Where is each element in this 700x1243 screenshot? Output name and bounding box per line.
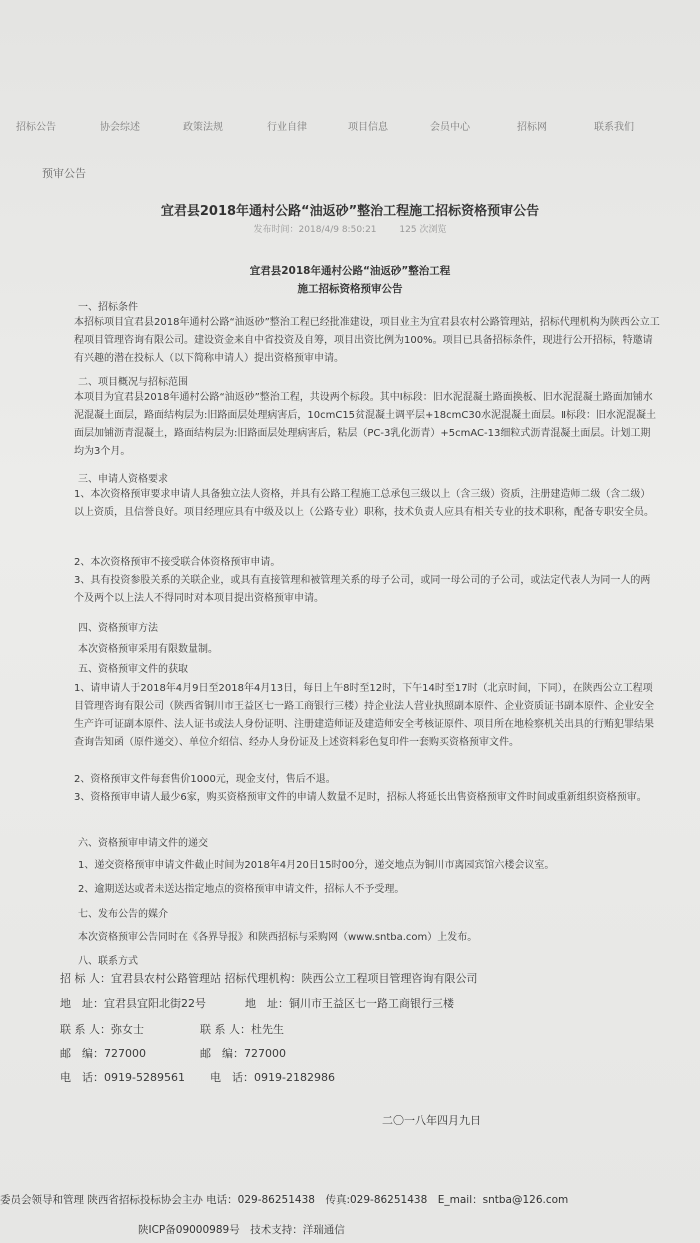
- doc-subtitle-2: 施工招标资格预审公告: [297, 283, 403, 295]
- document-date: 二〇一八年四月九日: [382, 1114, 481, 1127]
- paragraph: 本次资格预审公告同时在《各界导报》和陕西招标与采购网（www.sntba.com）上发布。: [78, 932, 478, 943]
- publish-time: 发布时间：2018/4/9 8:50:21: [253, 225, 377, 235]
- paragraph: 3、具有投资参股关系的关联企业，或具有直接管理和被管理关系的母子公司，或同一母公司的子公司，或法定代表人为同一人的两个及两个以上法人不得同时对本项目提出资格预审申请。: [74, 575, 651, 604]
- contact-person-b: 联 系 人：杜先生: [200, 1023, 284, 1036]
- nav-item-bidding-site[interactable]: 招标网: [517, 122, 547, 133]
- view-count: 125 次浏览: [399, 225, 447, 235]
- nav-item-projects[interactable]: 项目信息: [348, 122, 388, 133]
- paragraph: 3、资格预审申请人最少6家，购买资格预审文件的申请人数量不足时，招标人将延长出售资格预审文件时间或重新组织资格预审。: [74, 792, 647, 803]
- paragraph: 1、递交资格预审申请文件截止时间为2018年4月20日15时00分，递交地点为铜川市离园宾馆六楼会议室。: [78, 860, 555, 871]
- contact-address-b: 地 址：铜川市王益区七一路工商银行三楼: [245, 997, 454, 1010]
- contact-line-1: 招 标 人：宜君县农村公路管理站 招标代理机构：陕西公立工程项目管理咨询有限公司: [60, 972, 478, 985]
- contact-person-a: 联 系 人：弥女士: [60, 1023, 144, 1036]
- nav-item-about[interactable]: 协会综述: [100, 122, 140, 133]
- paragraph: 2、本次资格预审不接受联合体资格预审申请。: [74, 557, 281, 568]
- nav-item-discipline[interactable]: 行业自律: [267, 122, 307, 133]
- nav-item-announcements[interactable]: 招标公告: [16, 122, 56, 133]
- paragraph: 1、本次资格预审要求申请人具备独立法人资格，并具有公路工程施工总承包三级以上（含三级）资质，注册建造师二级（含二级）以上资质，且信誉良好。项目经理应具有中级及以上（公路专业）职称，技术负责人应具有相关专业的技术职称，配备专职安全员。: [74, 489, 654, 518]
- nav-item-contact[interactable]: 联系我们: [594, 122, 634, 133]
- nav-item-members[interactable]: 会员中心: [430, 122, 470, 133]
- section-heading: 八、联系方式: [78, 956, 138, 967]
- paragraph: 2、资格预审文件每套售价1000元，现金支付，售后不退。: [74, 774, 336, 785]
- section-heading: 六、资格预审申请文件的递交: [78, 838, 208, 849]
- contact-phone-a: 电 话：0919-5289561: [60, 1071, 185, 1084]
- nav-item-policy[interactable]: 政策法规: [183, 122, 223, 133]
- paragraph: 本项目为宜君县2018年通村公路“油返砂”整治工程，共设两个标段。其中Ⅰ标段：旧水泥混凝土路面换板、旧水泥混凝土路面加铺水泥混凝土面层，路面结构层为:旧路面层处理病害后，10cmC15贫混凝土调平层+18cmC30水泥混凝土面层。Ⅱ标段：旧水泥混凝土面层加铺沥青混凝土，路面结构层为:旧路面层处理病害后，粘层（PC-3乳化沥青）+5cmAC-13细粒式沥青混凝土面层。计划工期均为3个月。: [74, 392, 657, 457]
- paragraph: 2、逾期送达或者未送达指定地点的资格预审申请文件，招标人不予受理。: [78, 884, 405, 895]
- section-heading: 三、申请人资格要求: [78, 474, 168, 485]
- contact-address-a: 地 址：宜君县宜阳北街22号: [60, 997, 206, 1010]
- section-heading: 五、资格预审文件的获取: [78, 664, 188, 675]
- footer-info: 委员会领导和管理 陕西省招标投标协会主办 电话：029-86251438 传真:029-86251438 E_mail：sntba@126.com: [0, 1194, 569, 1206]
- contact-zip-a: 邮 编：727000: [60, 1047, 146, 1060]
- section-heading: 七、发布公告的媒介: [78, 909, 168, 920]
- paragraph: 本招标项目宜君县2018年通村公路“油返砂”整治工程已经批准建设，项目业主为宜君县农村公路管理站，招标代理机构为陕西公立工程项目管理咨询有限公司。建设资金来自中省投资及自筹，项目出资比例为100%。项目已具备招标条件，现进行公开招标，特邀请有兴趣的潜在投标人（以下简称申请人）提出资格预审申请。: [74, 317, 660, 364]
- section-heading: 一、招标条件: [78, 302, 138, 313]
- footer-icp: 陕ICP备09000989号 技术支持：洋瑞通信: [138, 1224, 345, 1236]
- paragraph: 本次资格预审采用有限数量制。: [78, 644, 218, 655]
- section-heading: 二、项目概况与招标范围: [78, 377, 188, 388]
- top-nav: [0, 118, 700, 138]
- article-meta: [0, 222, 700, 235]
- contact-phone-b: 电 话：0919-2182986: [210, 1071, 335, 1084]
- breadcrumb[interactable]: 预审公告: [42, 167, 86, 180]
- contact-zip-b: 邮 编：727000: [200, 1047, 286, 1060]
- paragraph: 1、请申请人于2018年4月9日至2018年4月13日，每日上午8时至12时，下午14时至17时（北京时间，下同），在陕西公立工程项目管理咨询有限公司（陕西省铜川市王益区七一路工商银行三楼）持企业法人营业执照副本原件、企业资质证书副本原件、企业安全生产许可证副本原件、法人证书或法人身份证明、注册建造师证及建造师安全考核证原件、项目所在地检察机关出具的行贿犯罪结果查询告知函（原件递交）、单位介绍信、经办人身份证及上述资料彩色复印件一套购买资格预审文件。: [74, 683, 654, 748]
- section-heading: 四、资格预审方法: [78, 623, 158, 634]
- page-title: 宜君县2018年通村公路“油返砂”整治工程施工招标资格预审公告: [160, 204, 540, 219]
- doc-subtitle-1: 宜君县2018年通村公路“油返砂”整治工程: [249, 265, 451, 277]
